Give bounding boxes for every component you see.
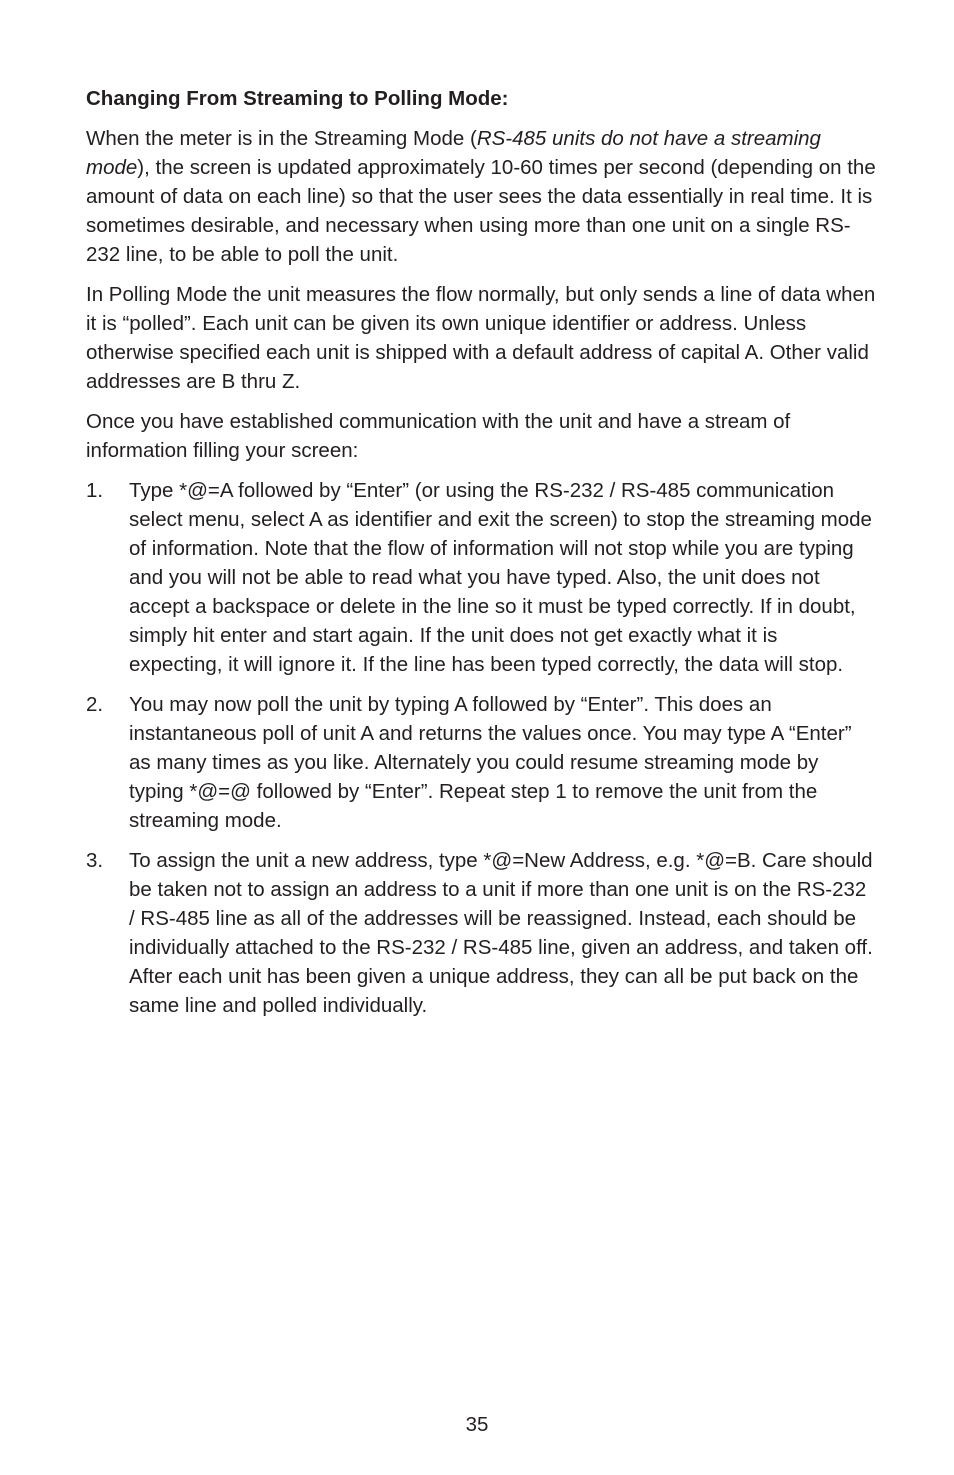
- paragraph-streaming-mode: [86, 124, 876, 269]
- paragraph-streaming-mode-before: When the meter is in the Streaming Mode (: [86, 127, 477, 150]
- paragraph-polling-mode: In Polling Mode the unit measures the flow normally, but only sends a line of data when it is “polled”. Each unit can be given its own unique identifier or address. Unless otherwise specified each unit is shipped with a default address of capital A. Other valid addresses are B thru Z.: [86, 283, 876, 393]
- list-item: [86, 476, 876, 679]
- step-text: Type *@=A followed by “Enter” (or using the RS-232 / RS-485 communication select menu, select A as identifier and exit the screen) to stop the streaming mode of information. Note that the flow of information will not stop while you are typing and you will not be able to read what you have typed. Also, the unit does not accept a backspace or delete in the line so it must be typed correctly. If in doubt, simply hit enter and start again. If the unit does not get exactly what it is expecting, it will ignore it. If the line has been typed correctly, the data will stop.: [129, 479, 872, 676]
- paragraph-streaming-mode-italic: RS-485 units do not have a streaming mode: [86, 127, 821, 179]
- step-number: 2.: [86, 693, 104, 716]
- document-body: [86, 84, 876, 1031]
- step-text: To assign the unit a new address, type *@=New Address, e.g. *@=B. Care should be taken not to assign an address to a unit if more than one unit is on the RS-232 / RS-485 line as all of the addresses will be reassigned. Instead, each should be individually attached to the RS-232 / RS-485 line, given an address, and taken off. After each unit has been given a unique address, they can all be put back on the same line and polled individually.: [129, 849, 873, 1017]
- paragraph-intro-steps: Once you have established communication with the unit and have a stream of information filling your screen:: [86, 410, 791, 462]
- step-text: You may now poll the unit by typing A followed by “Enter”. This does an instantaneous poll of unit A and returns the values once. You may type A “Enter” as many times as you like. Alternately you could resume streaming mode by typing *@=@ followed by “Enter”. Repeat step 1 to remove the unit from the streaming mode.: [129, 693, 852, 832]
- step-number: 1.: [86, 479, 104, 502]
- list-item: [86, 846, 876, 1020]
- step-number: 3.: [86, 849, 104, 872]
- page-number: 35: [465, 1413, 489, 1436]
- section-heading: Changing From Streaming to Polling Mode:: [86, 87, 509, 110]
- paragraph-streaming-mode-after: ), the screen is updated approximately 10-60 times per second (depending on the amount of data on each line) so that the user sees the data essentially in real time. It is sometimes desirable, and necessary when using more than one unit on a single RS-232 line, to be able to poll the unit.: [86, 156, 876, 266]
- steps-list: [86, 476, 876, 1020]
- list-item: [86, 690, 876, 835]
